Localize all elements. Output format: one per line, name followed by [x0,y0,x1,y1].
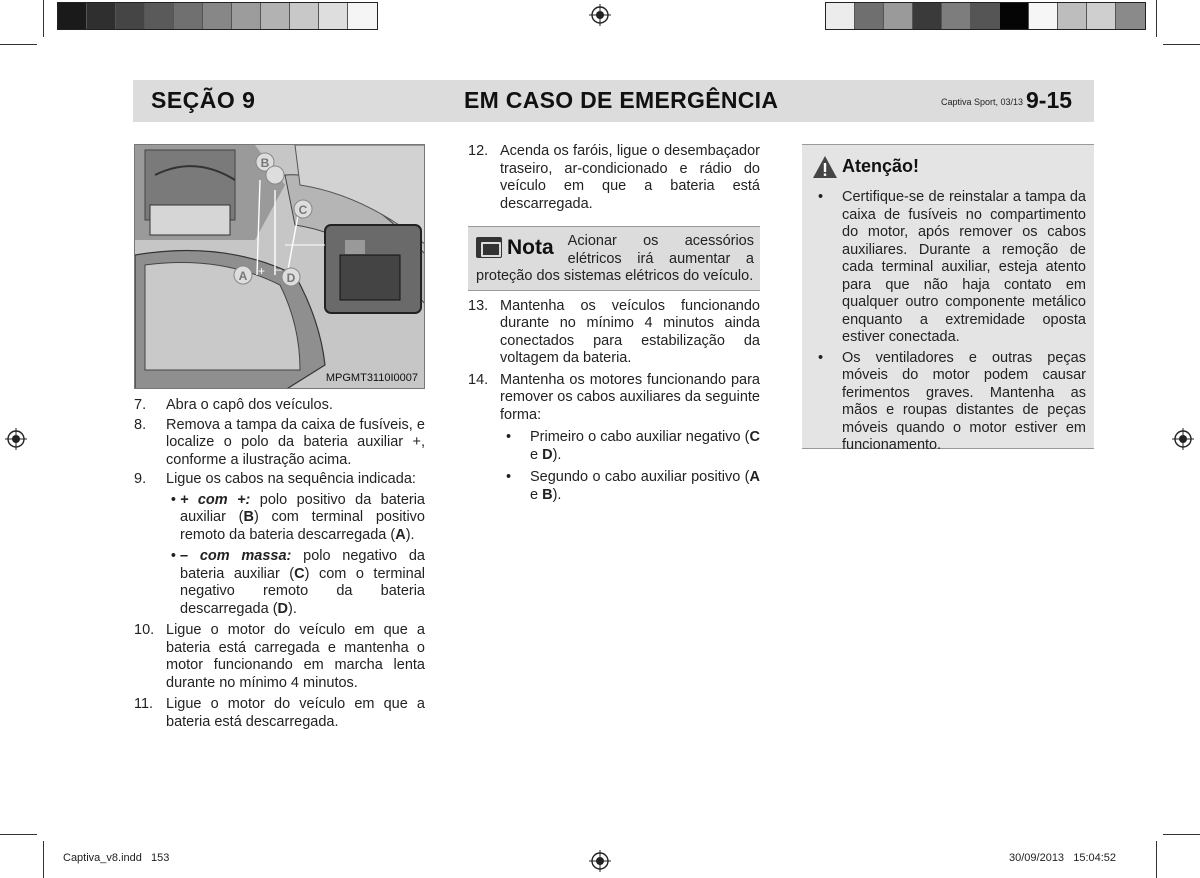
item-text: Ligue o motor do veículo em que a bateria está descarregada. [166,696,425,730]
text-span: ). [552,486,562,503]
registration-mark-icon [5,428,27,450]
bold-letter: D [277,600,289,617]
calibration-swatch [1087,3,1116,29]
sub-list-item [468,429,760,464]
text-span: ). [405,526,415,543]
registration-mark-icon [589,850,611,872]
calibration-swatch [1000,3,1029,29]
footer-timestamp: 30/09/2013 15:04:52 [1009,852,1117,864]
figure-caption: MPGMT3110I0007 [325,372,418,384]
column-middle [468,143,760,504]
column-right [802,144,1094,453]
plus-sign-icon: + [258,264,266,278]
item-number: 10. [134,622,155,638]
sub-list-item [468,469,760,504]
footer-file-info: Captiva_v8.indd 153 [63,852,170,864]
warning-header [812,155,1086,179]
list-item [134,397,425,415]
list-item [134,417,425,470]
warning-triangle-icon [812,155,838,179]
calibration-swatch [145,3,174,29]
crop-mark [1163,834,1200,835]
item-text: Mantenha os motores funcionando para remover os cabos auxiliares da seguinte forma: [500,371,760,423]
crop-mark [0,834,37,835]
text-span: ) com terminal positivo remoto da bateria descarregada ( [180,509,425,543]
item-text: Ligue o motor do veículo em que a bateria está carregada e mantenha o motor funcionando em marcha lenta durante no mínimo 4 minutos. [166,622,425,691]
crop-mark [1163,44,1200,45]
item-text: Remova a tampa da caixa de fusíveis, e localize o polo da bateria auxiliar +, conforme a ilustração acima. [166,416,425,468]
color-calibration-bar-right [825,2,1146,30]
note-text: Acionar os acessórios elétricos irá aumentar a proteção dos sistemas elétricos do veículo. [476,233,754,284]
figure-label-c: C [298,203,308,217]
list-item [134,622,425,692]
bold-letter: C [749,429,760,445]
note-label: Nota [507,235,554,259]
note-icon [476,237,502,258]
calibration-swatch [971,3,1000,29]
crop-mark [1156,841,1157,878]
edition-label: Captiva Sport, 03/13 [941,97,1024,107]
warning-text: Certifique-se de reinstalar a tampa da caixa de fusíveis no compartimento do motor, após remover os cabos auxiliares. Durante a remoção de cada terminal auxiliar, esteja atento para que não haja contato em qualquer outro componente metálico enquanto a extremidade oposta estiver conectada. [842,189,1086,345]
calibration-swatch [319,3,348,29]
sub-item-text [530,429,760,464]
text-span: ). [552,446,562,463]
item-text: Acenda os faróis, ligue o desembaçador traseiro, ar-condicionado e rádio do veículo em que a bateria está descarregada. [500,143,760,212]
item-number: 7. [134,397,147,413]
figure-label-d: D [286,271,296,285]
calibration-swatch [261,3,290,29]
page-number: 9-15 [1026,87,1073,113]
text-span: Segundo o cabo auxiliar positivo ( [530,469,750,485]
bullet-icon: • [506,429,512,445]
text-span: Primeiro o cabo auxiliar negativo ( [530,429,750,445]
calibration-swatch [855,3,884,29]
calibration-swatch [942,3,971,29]
bold-letter: B [243,509,254,525]
column-left [134,397,425,731]
bold-letter: A [395,526,406,543]
sub-list-item [134,492,425,545]
sub-item-text [180,548,425,618]
emphasis-text: – com massa: [180,548,292,564]
bullet-icon: • [170,548,176,564]
calibration-swatch [58,3,87,29]
page-title: EM CASO DE EMERGÊNCIA [464,87,779,113]
text-span: polo positivo da bateria auxiliar ( [180,491,425,525]
calibration-swatch [290,3,319,29]
warning-box [802,144,1094,453]
sub-item-text [180,492,425,545]
text-span: ). [288,600,297,617]
item-text: Ligue os cabos na sequência indicada: [166,471,416,487]
crop-mark [43,0,44,37]
crop-mark [43,841,44,878]
list-item [134,696,425,731]
calibration-swatch [913,3,942,29]
item-number: 13. [468,297,489,314]
warning-bullet [812,189,1086,347]
bold-letter: D [542,446,553,463]
calibration-swatch [826,3,855,29]
text-span: e [530,446,543,463]
calibration-swatch [116,3,145,29]
bullet-icon: • [170,491,176,508]
item-text: Abra o capô dos veículos. [166,397,333,413]
section-label: SEÇÃO 9 [151,87,256,113]
item-number: 11. [134,696,154,712]
page-header [133,80,1094,122]
list-item [468,372,760,425]
crop-mark [0,44,37,45]
color-calibration-bar-left [57,2,378,30]
calibration-swatch [174,3,203,29]
list-item [134,471,425,489]
note-header [476,237,554,258]
engine-bay-illustration [134,144,425,389]
calibration-swatch [87,3,116,29]
item-text: Mantenha os veículos funcionando durante no mínimo 4 minutos ainda conectados para estabilização da voltagem da bateria. [500,297,760,366]
calibration-swatch [1116,3,1145,29]
item-number: 9. [134,471,147,487]
text-span: polo negativo da bateria auxiliar ( [180,548,425,582]
text-span: e [530,486,543,503]
warning-text: Os ventiladores e outras peças móveis do motor podem causar ferimentos graves. Mantenha as mãos e roupas distantes de peças móveis quando o motor estiver em funcionamento. [842,349,1086,453]
calibration-swatch [348,3,377,29]
bold-letter: B [542,486,553,503]
emphasis-text: + com +: [180,491,251,508]
minus-sign-icon: – [275,262,282,276]
bullet-icon: • [818,189,824,205]
engine-bay-drawing [135,145,425,389]
sub-item-text [530,469,760,504]
registration-mark-icon [589,4,611,26]
figure-label-a: A [238,269,248,283]
bullet-icon: • [818,349,824,366]
item-number: 12. [468,143,489,159]
list-item [468,298,760,368]
bullet-icon: • [506,469,512,485]
calibration-swatch [1058,3,1087,29]
bold-letter: A [749,469,760,485]
calibration-swatch [203,3,232,29]
item-number: 14. [468,371,489,388]
sub-list-item [134,548,425,618]
text-span: ) com o terminal negativo remoto da bateria descarregada ( [180,565,425,617]
calibration-swatch [884,3,913,29]
warning-bullet [812,350,1086,455]
item-number: 8. [134,416,147,433]
calibration-swatch [1029,3,1058,29]
list-item [468,143,760,213]
bold-letter: C [294,565,305,582]
registration-mark-icon [1172,428,1194,450]
warning-label: Atenção! [842,156,920,177]
figure-label-b: B [260,156,270,170]
calibration-swatch [232,3,261,29]
crop-mark [1156,0,1157,37]
note-box [468,226,760,291]
